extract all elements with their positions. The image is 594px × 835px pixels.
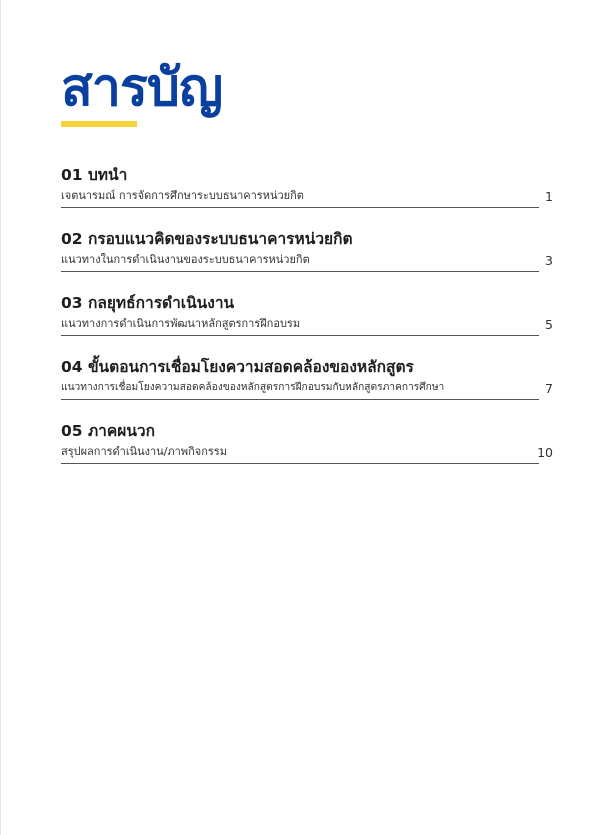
toc-entry-page-number: 7: [545, 381, 553, 396]
toc-entry-rule: [61, 463, 539, 464]
toc-entry-heading: 05 ภาคผนวก: [61, 422, 156, 440]
toc-entry[interactable]: [61, 292, 557, 352]
toc-entry-subtitle: แนวทางการเชื่อมโยงความสอดคล้องของหลักสูตรการฝึกอบรมกับหลักสูตรภาคการศึกษา: [61, 382, 445, 393]
toc-entry-rule: [61, 399, 539, 400]
toc-entry-rule: [61, 335, 539, 336]
toc-entry-row: [61, 378, 557, 398]
toc-entry-row: [61, 186, 557, 206]
toc-entry-subtitle: แนวทางการดำเนินการพัฒนาหลักสูตรการฝึกอบรม: [61, 317, 301, 330]
toc-entry-rule: [61, 271, 539, 272]
toc-entry-page-number: 1: [545, 189, 553, 204]
toc-entry-page-number: 3: [545, 253, 553, 268]
table-of-contents: [61, 160, 557, 480]
toc-entry-subtitle: เจตนารมณ์ การจัดการศึกษาระบบธนาคารหน่วยกิต: [61, 189, 304, 202]
toc-entry-subtitle: แนวทางในการดำเนินงานของระบบธนาคารหน่วยกิต: [61, 253, 310, 266]
page-title: สารบัญ: [61, 58, 223, 118]
toc-entry-heading: 01 บทนำ: [61, 166, 128, 184]
toc-entry[interactable]: [61, 356, 557, 416]
toc-entry-heading: 02 กรอบแนวคิดของระบบธนาคารหน่วยกิต: [61, 230, 353, 248]
toc-entry[interactable]: [61, 164, 557, 224]
title-underline: [61, 121, 137, 127]
toc-entry-subtitle: สรุปผลการดำเนินงาน/ภาพกิจกรรม: [61, 445, 227, 458]
toc-entry-page-number: 10: [537, 445, 553, 460]
toc-entry-heading: 03 กลยุทธ์การดำเนินงาน: [61, 294, 235, 312]
toc-entry[interactable]: [61, 420, 557, 480]
toc-entry-page-number: 5: [545, 317, 553, 332]
toc-entry-row: [61, 250, 557, 270]
toc-entry[interactable]: [61, 228, 557, 288]
toc-entry-row: [61, 442, 557, 462]
toc-entry-rule: [61, 207, 539, 208]
toc-entry-heading: 04 ขั้นตอนการเชื่อมโยงความสอดคล้องของหลักสูตร: [61, 358, 414, 376]
toc-entry-row: [61, 314, 557, 334]
